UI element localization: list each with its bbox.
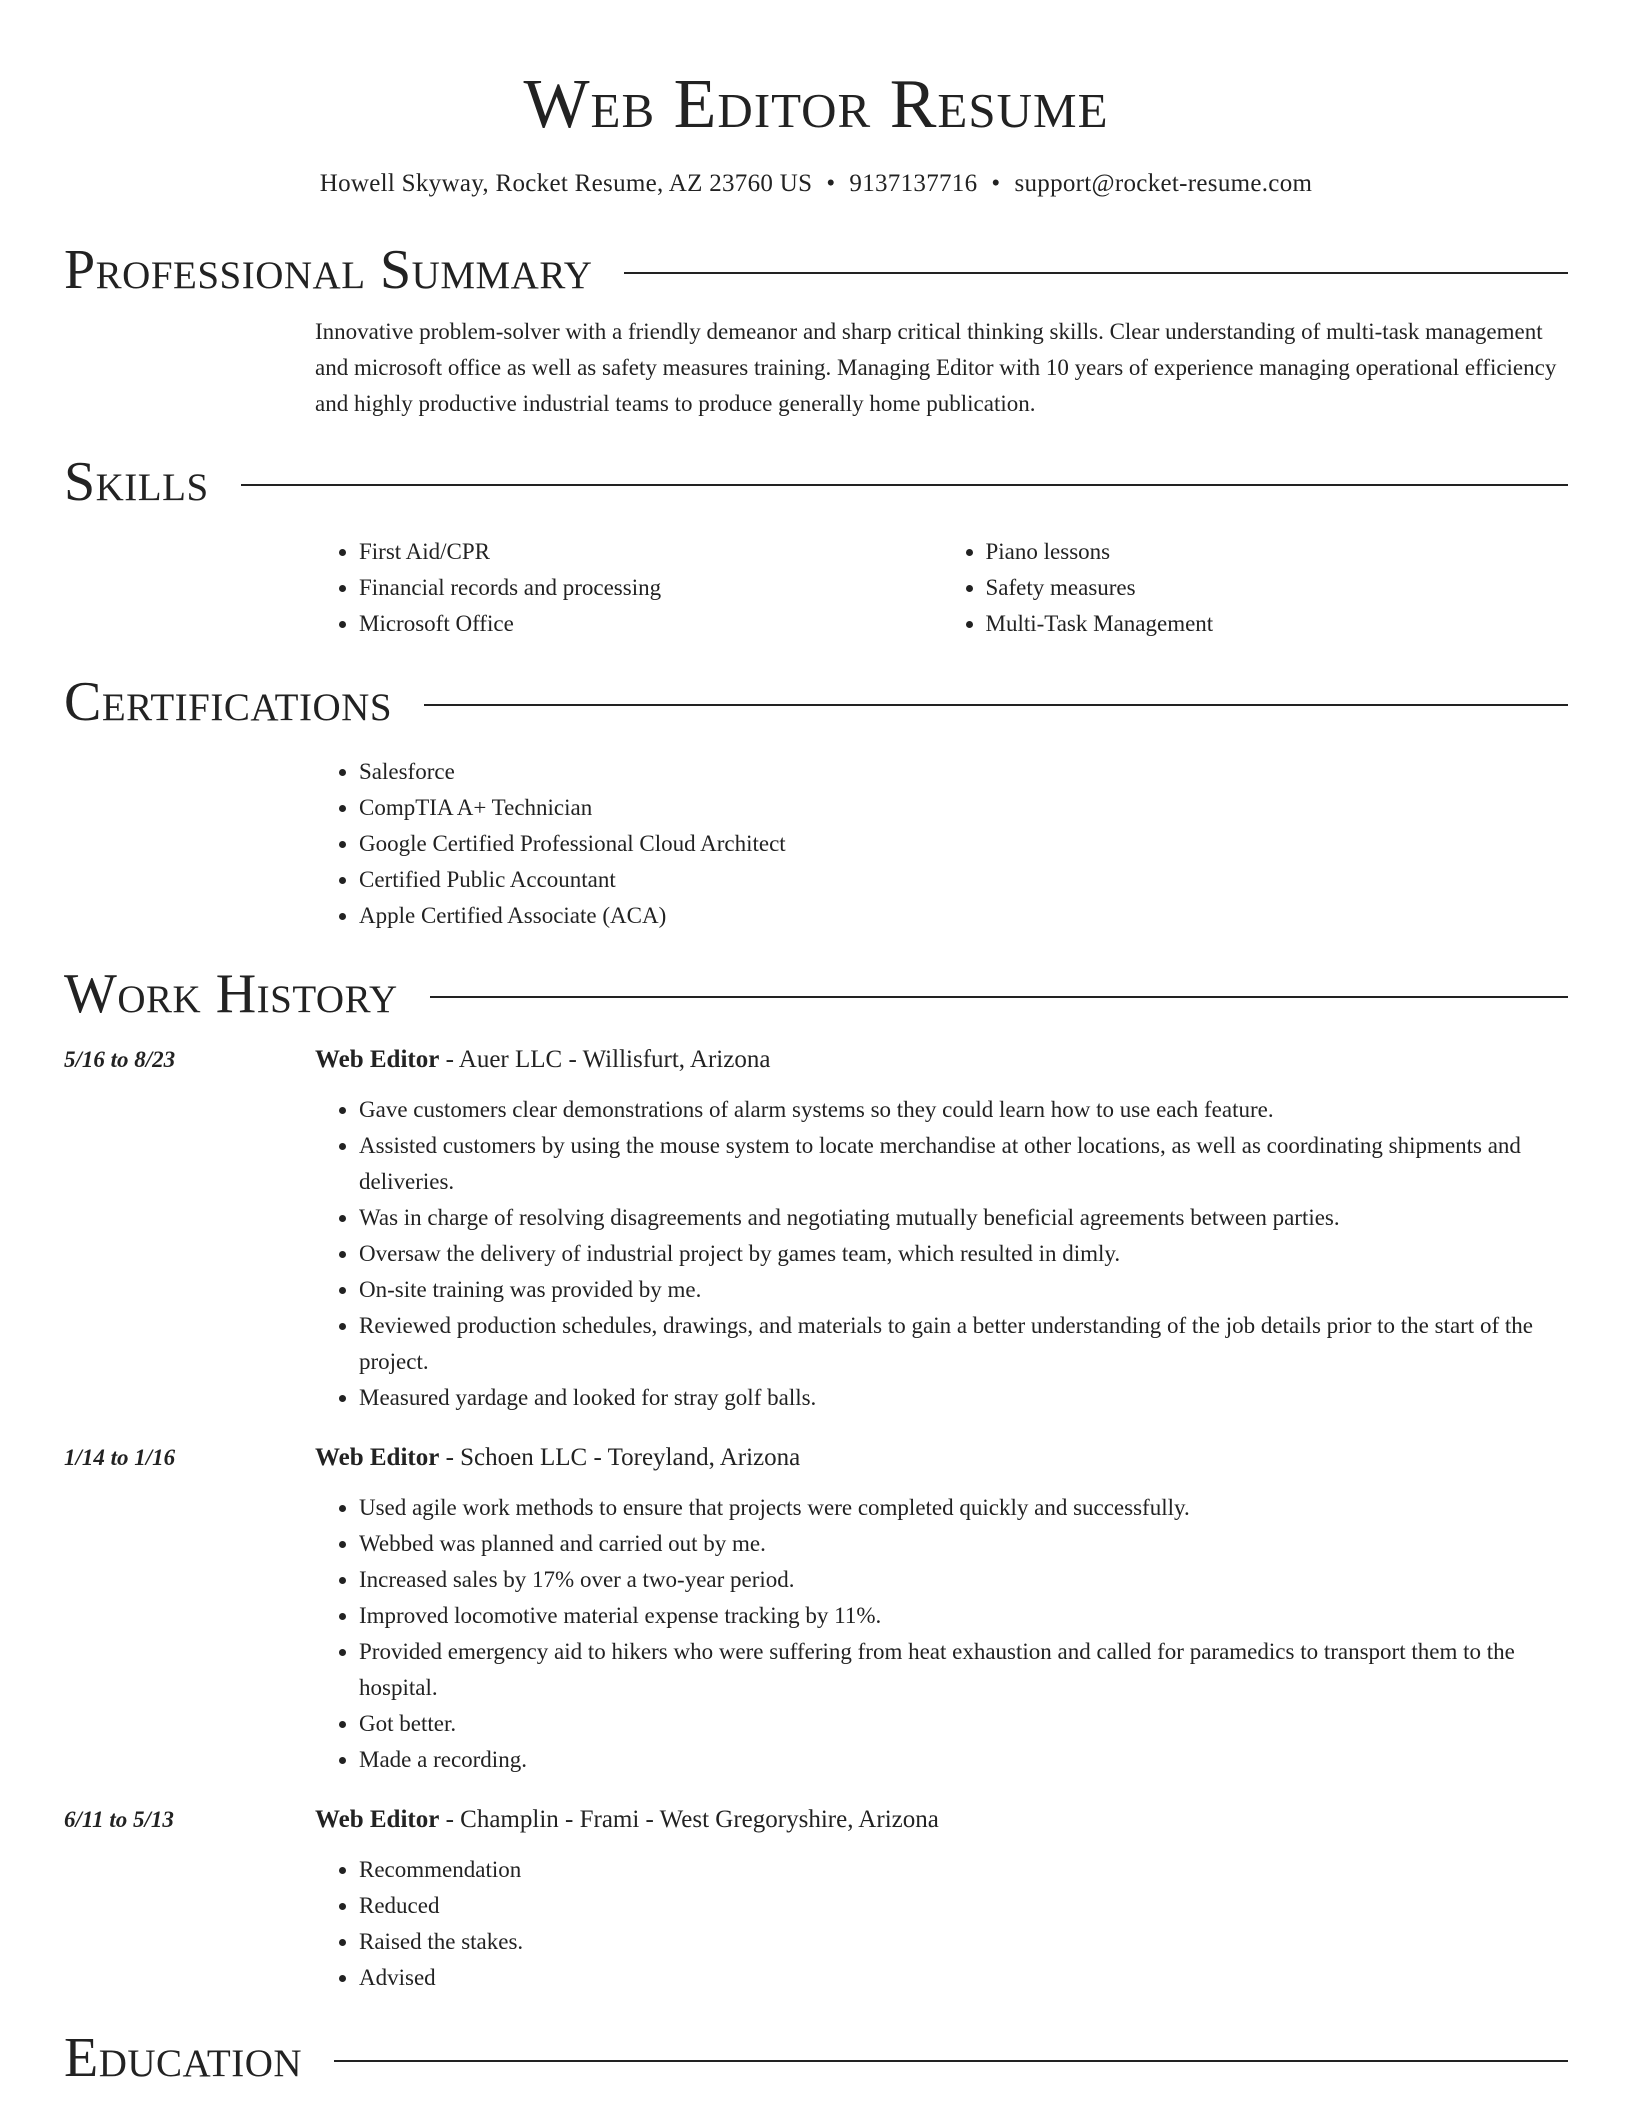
contact-separator: • [826,170,836,197]
job-bullet: • On-site training was provided by me. [359,1272,1568,1308]
skill-item: • First Aid/CPR [359,534,942,570]
section-rule [624,272,1568,274]
job-bullets [315,1092,1568,1416]
job-role: Web Editor [315,1444,440,1471]
job-bullet: • Assisted customers by using the mouse system to locate merchandise at other locations, as well as coordinating shipments and deliveries. [359,1128,1568,1200]
job-role: Web Editor [315,1806,440,1833]
job-title-line [315,1802,1568,1838]
job-bullet: • Recommendation [359,1852,1568,1888]
job-bullet: • Reduced [359,1888,1568,1924]
certification-item: • CompTIA A+ Technician [359,790,1568,826]
skills-section-header [64,450,1568,514]
certifications-heading: Certifications [64,671,393,733]
section-rule [430,996,1568,998]
contact-separator: • [991,170,1001,197]
summary-text: Innovative problem-solver with a friendly demeanor and sharp critical thinking skills. Clear understanding of multi-task management and microsoft office as well as safety measures training. Managing Editor with 10 years of experience managing operational efficiency and highly productive industrial teams to produce generally home publication. [315,319,1557,416]
job-bullets [315,1852,1568,1996]
certification-item: • Apple Certified Associate (ACA) [359,898,1568,934]
job-dates: 1/14 to 1/16 [64,1445,176,1470]
job-bullet: • Provided emergency aid to hikers who were suffering from heat exhaustion and called for paramedics to transport them to the hospital. [359,1634,1568,1706]
work-section-header [64,962,1568,1026]
contact-line [64,168,1568,200]
certifications-section-header [64,670,1568,734]
job-bullet: • Gave customers clear demonstrations of alarm systems so they could learn how to use each feature. [359,1092,1568,1128]
job-bullet: • Oversaw the delivery of industrial project by games team, which resulted in dimly. [359,1236,1568,1272]
summary-body [315,314,1568,422]
certification-item: • Certified Public Accountant [359,862,1568,898]
skill-item: • Microsoft Office [359,606,942,642]
job-bullet: • Increased sales by 17% over a two-year period. [359,1562,1568,1598]
job-bullet: • Used agile work methods to ensure that projects were completed quickly and successfully. [359,1490,1568,1526]
certifications-list [315,754,1568,934]
job-entry [64,1042,1568,1416]
skill-item: • Safety measures [986,570,1569,606]
job-company-location: - Champlin - Frami - West Gregoryshire, Arizona [439,1806,939,1833]
job-bullet: • Was in charge of resolving disagreements and negotiating mutually beneficial agreements between parties. [359,1200,1568,1236]
skills-body [315,534,1568,642]
job-bullet: • Reviewed production schedules, drawings, and materials to gain a better understanding of the job details prior to the start of the project. [359,1308,1568,1380]
job-bullet: • Got better. [359,1706,1568,1742]
section-rule [424,704,1568,706]
work-heading: Work History [64,963,398,1025]
job-details [315,1440,1568,1778]
job-entry [64,1802,1568,1996]
skill-item: • Multi-Task Management [986,606,1569,642]
skills-list-left [315,534,942,642]
job-bullet: • Improved locomotive material expense tracking by 11%. [359,1598,1568,1634]
skills-heading: Skills [64,451,209,513]
job-details [315,1042,1568,1416]
certification-item: • Salesforce [359,754,1568,790]
skill-item: • Piano lessons [986,534,1569,570]
section-rule [334,2060,1568,2062]
job-bullets [315,1490,1568,1778]
job-dates: 6/11 to 5/13 [64,1807,174,1832]
certification-item: • Google Certified Professional Cloud Architect [359,826,1568,862]
certifications-body [315,754,1568,934]
job-bullet: • Raised the stakes. [359,1924,1568,1960]
job-entry [64,1440,1568,1778]
job-bullet: • Webbed was planned and carried out by me. [359,1526,1568,1562]
skills-list-right [942,534,1569,642]
job-details [315,1802,1568,1996]
summary-heading: Professional Summary [64,239,593,301]
job-bullet: • Measured yardage and looked for stray golf balls. [359,1380,1568,1416]
contact-address: Howell Skyway, Rocket Resume, AZ 23760 US [319,170,813,197]
contact-email: support@rocket-resume.com [1014,170,1313,197]
job-company-location: - Auer LLC - Willisfurt, Arizona [439,1046,771,1073]
work-history-list [64,1042,1568,1996]
skill-item: • Financial records and processing [359,570,942,606]
job-title-line [315,1440,1568,1476]
job-dates: 5/16 to 8/23 [64,1047,176,1072]
job-bullet: • Advised [359,1960,1568,1996]
job-bullet: • Made a recording. [359,1742,1568,1778]
education-section-header [64,2026,1568,2090]
job-company-location: - Schoen LLC - Toreyland, Arizona [439,1444,801,1471]
resume-title: Web Editor Resume [523,66,1109,143]
section-rule [241,484,1568,486]
job-title-line [315,1042,1568,1078]
summary-section-header [64,238,1568,302]
job-role: Web Editor [315,1046,440,1073]
education-heading: Education [64,2027,303,2089]
contact-phone: 9137137716 [849,170,978,197]
